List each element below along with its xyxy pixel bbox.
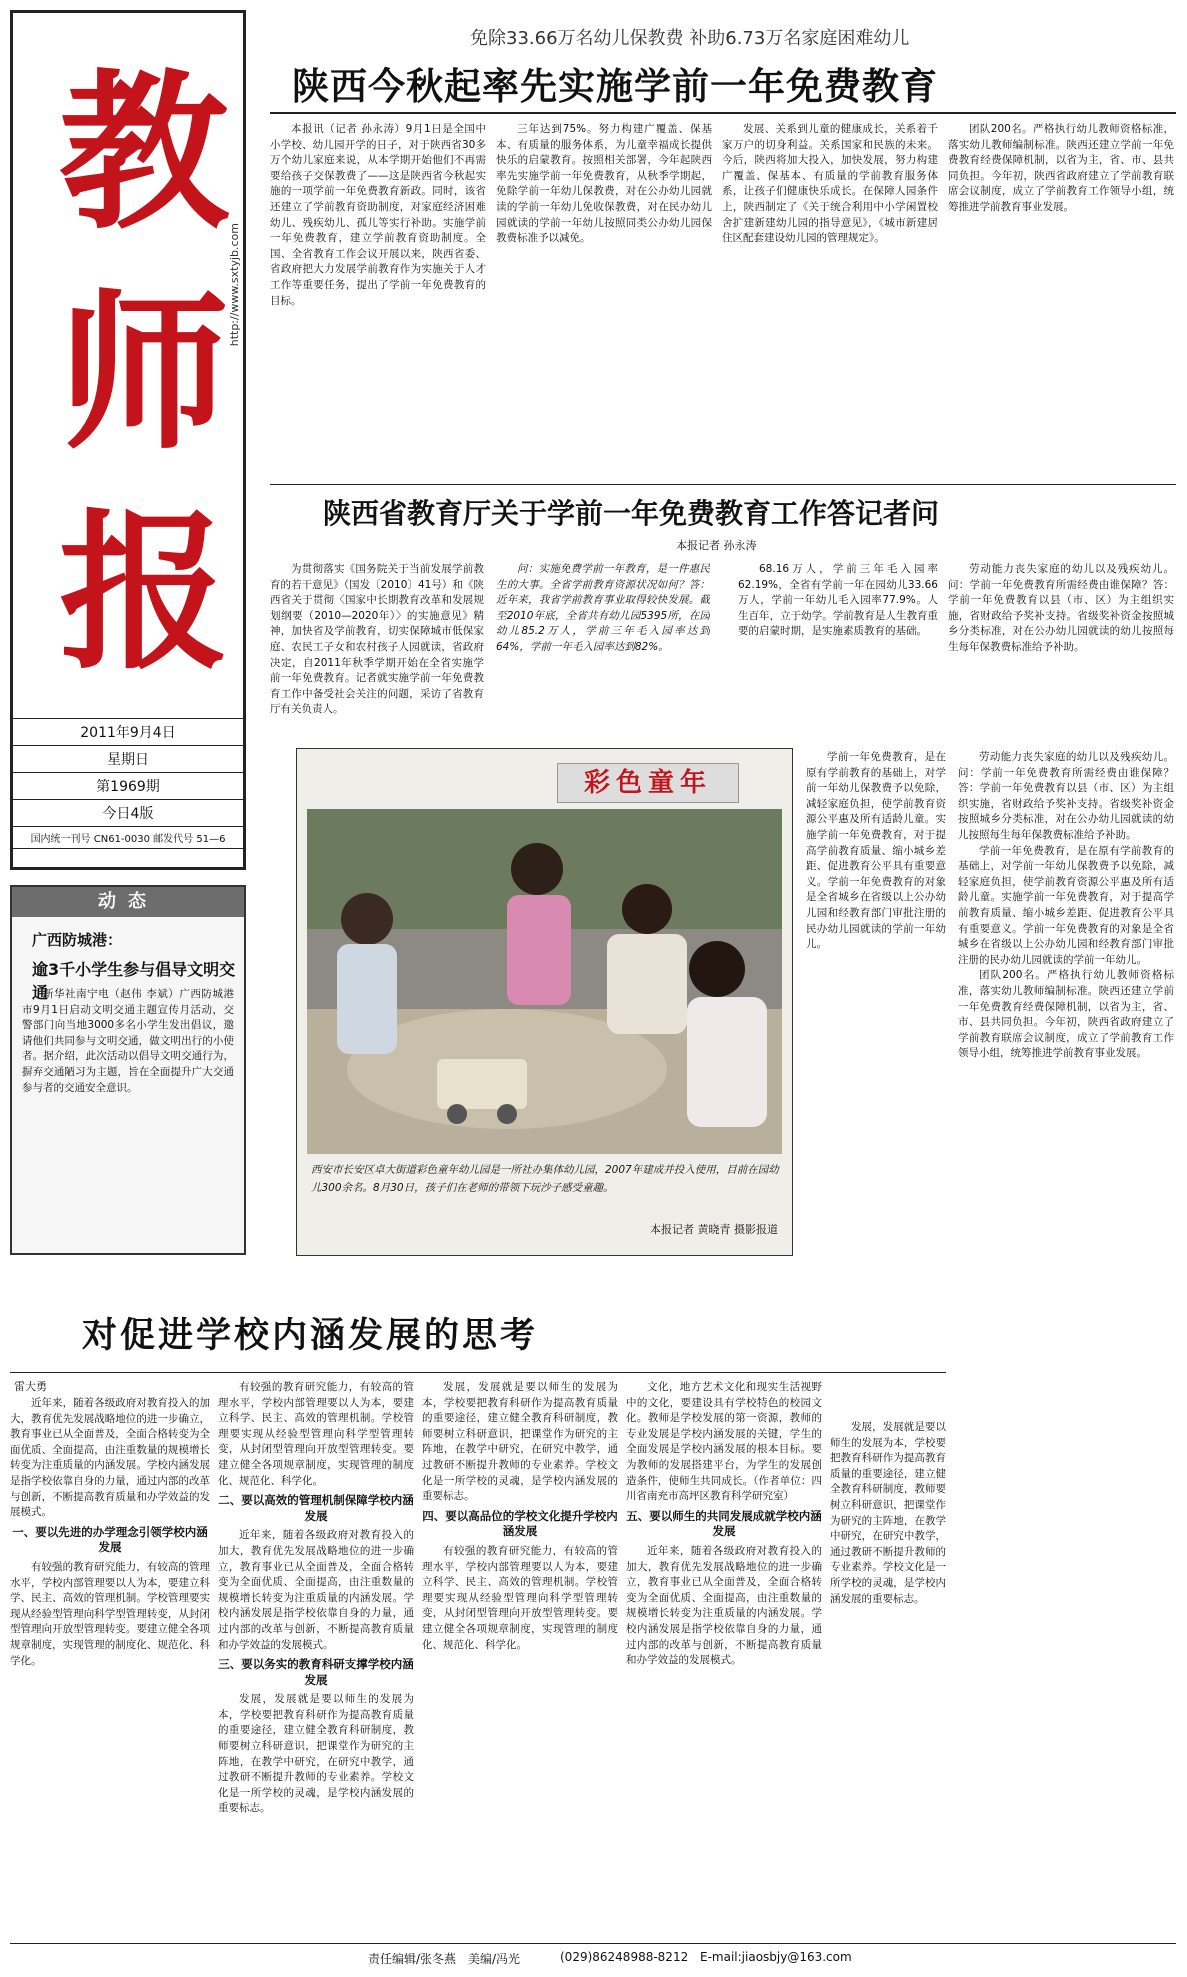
second-column-2: 问：实施免费学前一年教育，是一件惠民生的大事。全省学前教育资源状况如何？答：近年来，我省学前教育事业取得较快发展。截至2010年底，全省共有幼儿园5395所，在园幼儿85.2万人，学前三年毛入园率达到64%，学前一年毛入园率达到82%。 (496, 563, 710, 653)
essay-headline: 对促进学校内涵发展的思考 (82, 1315, 539, 1356)
rule (10, 1943, 1176, 1944)
essay-column-5: 发展，发展就是要以师生的发展为本，学校要把教育科研作为提高教育质量的重要途径，建立健全教育科研制度，教师要树立科研意识，把课堂作为研究的主阵地，在教学中研究，在研究中教学，通过教研不断提升教师的专业素养。学校文化是一所学校的灵魂，是学校内涵发展的重要标志。 (830, 1421, 946, 1605)
essay-subhead-3: 三、要以务实的教育科研支撑学校内涵发展 (218, 1657, 414, 1687)
essay-column-4: 文化，地方艺术文化和现实生活视野中的文化，要建设具有学校特色的校园文化。教师是学校发展的第一资源，教师的专业发展是学校内涵发展的关键，学生的全面发展是学校内涵发展的根本目标。要为教师的发展搭建平台，为学生的发展创造条件，使师生共同成长。（作者单位：四川省南充市高坪区教育科学研究室） 五、要以师生的共同发展成就学校内涵发展 近年来，随着各级政府对教育投入的加大，教育优先发展战略地位的进一步确立，教育事业已从全面普及，全面合格转变为全面优质、全面提高，由注重数量的规模增长转变为注重质量的内涵发展。学校内涵发展是指学校依靠自身的力量，通过内部的改革与创新，不断提高教育质量和办学效益的发展模式。 (626, 1381, 822, 1667)
news-brief-kicker: 广西防城港： (32, 931, 123, 949)
essay-author: 雷大勇 (14, 1380, 47, 1393)
second-column-3: 68.16万人，学前三年毛入园率62.19%，全省有学前一年在园幼儿33.66万人，学前一年幼儿毛入园率77.9%。人生百年，立于幼学。学前教育是人生教育重要的启蒙时期，是实施素质教育的基础。 (738, 563, 938, 638)
photo-caption: 西安市长安区卓大街道彩色童年幼儿园是一所社办集体幼儿园，2007年建成并投入使用，目前在园幼儿300余名。8月30日，孩子们在老师的带领下玩沙子感受童趣。 (311, 1164, 779, 1194)
masthead-url[interactable]: http://www.sxtyjb.com (228, 223, 241, 347)
essay-column-2: 有较强的教育研究能力，有较高的管理水平，学校内部管理要以人为本，要建立科学、民主、高效的管理机制。学校管理要实现从经验型管理向科学型管理转变，从封闭型管理向开放型管理转变。要建立健全各项规章制度，实现管理的制度化、规范化、科学化。 二、要以高效的管理机制保障学校内涵发展 近年来，随着各级政府对教育投入的加大，教育优先发展战略地位的进一步确立，教育事业已从全面普及，全面合格转变为全面优质、全面提高，由注重数量的规模增长转变为注重质量的内涵发展。学校内涵发展是指学校依靠自身的力量，通过内部的改革与创新，不断提高教育质量和办学效益的发展模式。 三、要以务实的教育科研支撑学校内涵发展 发展，发展就是要以师生的发展为本，学校要把教育科研作为提高教育质量的重要途径，建立健全教育科研制度，教师要树立科研意识，把课堂作为研究的主阵地，在教学中研究，在研究中教学，通过教研不断提升教师的专业素养。学校文化是一所学校的灵魂，是学校内涵发展的重要标志。 (218, 1381, 414, 1815)
registration-number: 国内统一刊号 CN61-0030 邮发代号 51—6 (10, 826, 246, 849)
footer-editor: 责任编辑/张冬燕 (368, 1952, 457, 1966)
newspaper-name: 教师报 (58, 53, 229, 693)
news-brief-box (10, 885, 246, 1255)
news-brief-body: 新华社南宁电（赵伟 李斌）广西防城港市9月1日启动文明交通主题宣传月活动，交警部门向当地3000多名小学生发出倡议，邀请他们共同参与文明交通，做文明出行的小使者。据介绍，此次活动以倡导文明交通行为，摒弃交通陋习为主题，旨在全面提升广大交通参与者的交通安全意识。 (22, 988, 234, 1094)
lead-column-4: 团队200名。严格执行幼儿教师资格标准，落实幼儿教师编制标准。陕西还建立学前一年免费教育经费保障机制，以省为主，省、市、县共同负担。今年初，陕西省政府建立了学前教育联席会议制度，成立了学前教育工作领导小组，统筹推进学前教育事业发展。 (948, 123, 1174, 213)
lead-kicker: 免除33.66万名幼儿保教费 补助6.73万名家庭困难幼儿 (470, 28, 910, 49)
lead-column-1: 本报讯（记者 孙永涛）9月1日是全国中小学校、幼儿园开学的日子，对于陕西省30多万个幼儿家庭来说，从本学期开始他们不再需要给孩子交保教费了——这是陕西省今秋起实施的一项学前一年免费教育新政。同时，该省还建立了学前教育资助制度，对家庭经济困难幼儿、残疾幼儿、孤儿等实行补助。实施学前一年免费教育，建立学前教育资助制度。全国、全省教育工作会议开展以来，陕西省委、省政府把大力发展学前教育作为实施关于人才工作等重要任务，提出了学前一年免费教育的目标。 (270, 123, 486, 307)
footer-phone: (029)86248988-8212 (560, 1950, 689, 1964)
essay-subhead-4: 四、要以高品位的学校文化提升学校内涵发展 (422, 1508, 618, 1539)
footer-designer: 美编/冯光 (468, 1952, 521, 1966)
essay-subhead-1: 一、要以先进的办学理念引领学校内涵发展 (12, 1524, 208, 1555)
rule (10, 1372, 946, 1373)
news-brief-header: 动态 (12, 887, 244, 917)
masthead-info (10, 718, 246, 849)
issue-pages: 今日4版 (10, 799, 246, 826)
second-byline: 本报记者 孙永涛 (676, 539, 757, 552)
children-playing-photo (307, 809, 782, 1154)
issue-date: 2011年9月4日 (10, 718, 246, 745)
lead-headline: 陕西今秋起率先实施学前一年免费教育 (292, 65, 938, 108)
photo-box (296, 748, 793, 1256)
lead-column-2: 三年达到75%。努力构建广覆盖、保基本、有质量的服务体系，为儿童幸福成长提供快乐的启蒙教育。按照相关部署，今年起陕西率先实施学前一年免费教育，从秋季学期起，免除学前一年幼儿保教费，对在公办幼儿园就读的学前一年幼儿免收保教费，对在民办幼儿园就读的学前一年幼儿按照同类公办幼儿园保教费标准予以减免。 (496, 123, 712, 245)
essay-subhead-2: 二、要以高效的管理机制保障学校内涵发展 (218, 1493, 414, 1523)
rule (270, 484, 1176, 485)
second-headline: 陕西省教育厅关于学前一年免费教育工作答记者问 (323, 497, 940, 530)
second-column-4: 劳动能力丧失家庭的幼儿以及残疾幼儿。问：学前一年免费教育所需经费由谁保障？答：学前一年免费教育以县（市、区）为主组织实施，省财政给予奖补支持。省级奖补资金按照城乡分类标准，对在公办幼儿园就读的幼儿按照每生每年保教费标准给予补助。 (948, 563, 1174, 653)
right-wide-column: 劳动能力丧失家庭的幼儿以及残疾幼儿。问：学前一年免费教育所需经费由谁保障？答：学前一年免费教育以县（市、区）为主组织实施，省财政给予奖补支持。省级奖补资金按照城乡分类标准，对在公办幼儿园就读的幼儿按照每生每年保教费标准给予补助。 学前一年免费教育，是在原有学前教育的基础上，对学前一年幼儿保教费予以免除，减轻家庭负担，使学前教育资源公平惠及所有适龄儿童。实施学前一年免费教育，对于提高学前教育质量、缩小城乡差距、促进教育公平具有重要意义。学前一年免费教育的对象是全省城乡在省级以上公办幼儿园和经教育部门审批注册的民办幼儿园就读的学前一年幼儿。 团队200名。严格执行幼儿教师资格标准，落实幼儿教师编制标准。陕西还建立学前一年免费教育经费保障机制，以省为主，省、市、县共同负担。今年初，陕西省政府建立了学前教育联席会议制度，成立了学前教育工作领导小组，统筹推进学前教育事业发展。 (958, 751, 1174, 1060)
right-narrow-column: 学前一年免费教育，是在原有学前教育的基础上，对学前一年幼儿保教费予以免除，减轻家庭负担，使学前教育资源公平惠及所有适龄儿童。实施学前一年免费教育，对于提高学前教育质量、缩小城乡差距、促进教育公平具有重要意义。学前一年免费教育的对象是全省城乡在省级以上公办幼儿园和经教育部门审批注册的民办幼儿园就读的学前一年幼儿。 (806, 751, 946, 951)
essay-subhead-5: 五、要以师生的共同发展成就学校内涵发展 (626, 1508, 822, 1539)
issue-weekday: 星期日 (10, 745, 246, 772)
news-brief-title: 逾3千小学生参与倡导文明交通 (32, 960, 236, 1002)
lead-column-3: 发展、关系到儿童的健康成长，关系着千家万户的切身利益。关系国家和民族的未来。今后，陕西将加大投入，加快发展，努力构建广覆盖、保基本、有质量的学前教育服务体系，让孩子们健康快乐成长。在保障人园条件上，陕西制定了《关于统合利用中小学闲置校舍扩建新建幼儿园的指导意见》，《城市新建居住区配套建设幼儿园的管理规定》。 (722, 123, 938, 245)
footer-email[interactable]: E-mail:jiaosbjy@163.com (700, 1950, 852, 1964)
photo-credit: 本报记者 黄晓青 摄影报道 (650, 1223, 778, 1236)
rule (270, 112, 1176, 114)
essay-column-1: 近年来，随着各级政府对教育投入的加大，教育优先发展战略地位的进一步确立，教育事业已从全面普及，全面合格转变为全面优质、全面提高，由注重数量的规模增长转变为注重质量的内涵发展。学校内涵发展是指学校依靠自身的力量，通过内部的改革与创新，不断提高教育质量和办学效益的发展模式。 一、要以先进的办学理念引领学校内涵发展 有较强的教育研究能力，有较高的管理水平，学校内部管理要以人为本，要建立科学、民主、高效的管理机制。学校管理要实现从经验型管理向科学型管理转变，从封闭型管理向开放型管理转变。要建立健全各项规章制度，实现管理的制度化、规范化、科学化。 (10, 1397, 210, 1667)
photo-feature-title: 彩色童年 (557, 763, 739, 803)
essay-column-3: 发展，发展就是要以师生的发展为本，学校要把教育科研作为提高教育质量的重要途径，建立健全教育科研制度，教师要树立科研意识，把课堂作为研究的主阵地，在教学中研究，在研究中教学，通过教研不断提升教师的专业素养。学校文化是一所学校的灵魂，是学校内涵发展的重要标志。 四、要以高品位的学校文化提升学校内涵发展 有较强的教育研究能力，有较高的管理水平，学校内部管理要以人为本，要建立科学、民主、高效的管理机制。学校管理要实现从经验型管理向科学型管理转变，从封闭型管理向开放型管理转变。要建立健全各项规章制度，实现管理的制度化、规范化、科学化。 (422, 1381, 618, 1651)
issue-number: 第1969期 (10, 772, 246, 799)
second-column-1: 为贯彻落实《国务院关于当前发展学前教育的若干意见》（国发〔2010〕41号）和《陕西省关于贯彻〈国家中长期教育改革和发展规划纲要（2010—2020年）〉的实施意见》精神，加快省及学前教育，切实保障城市低保家庭、农民工子女和农村孩子人园就读，省政府决定，自2011年秋季学期开始在全省实施学前一年免费教育。记者就实施学前一年免费教育工作中备受社会关注的问题，采访了省教育厅有关负责人。 (270, 563, 484, 716)
